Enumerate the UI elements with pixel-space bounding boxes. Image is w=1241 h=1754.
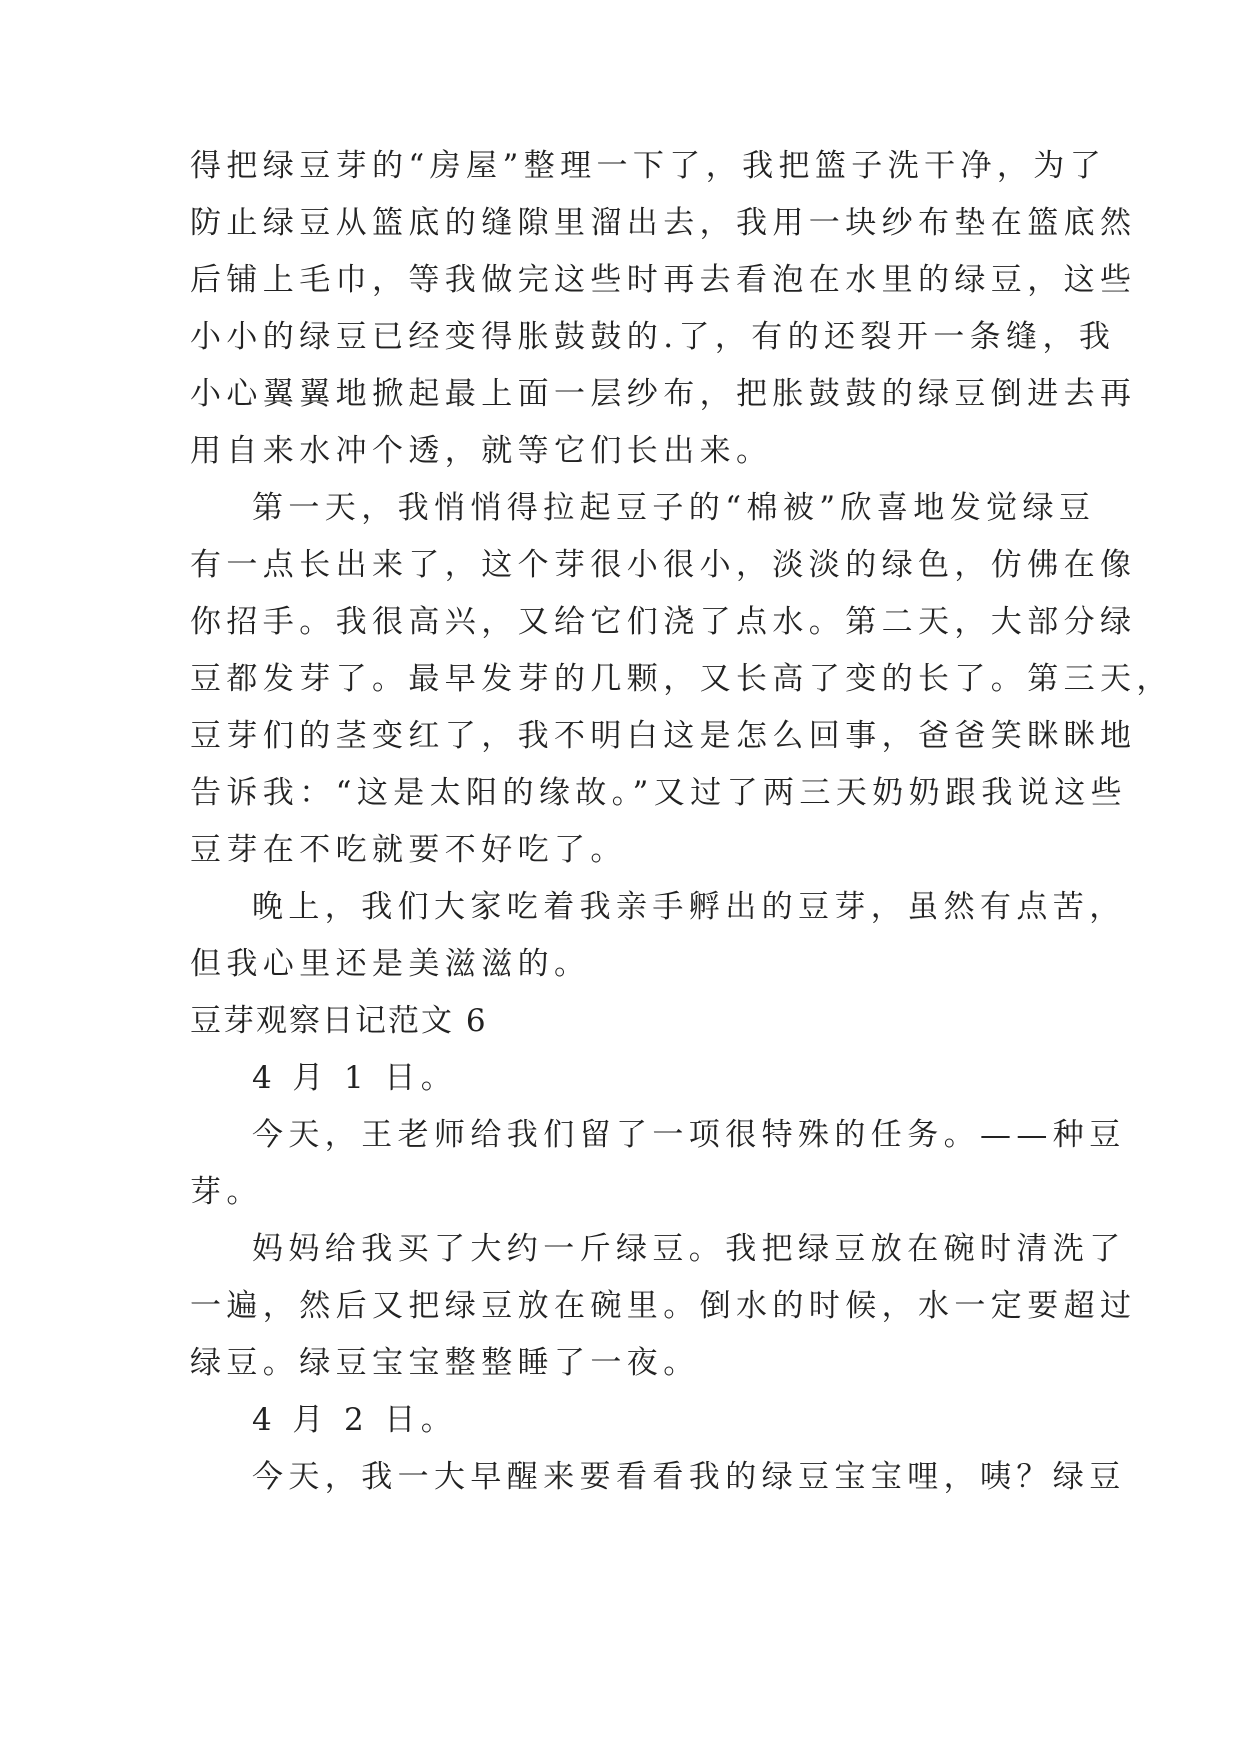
section-heading: 豆芽观察日记范文 6 bbox=[190, 1003, 488, 1039]
date-line: 4 月 1 日。 bbox=[252, 1060, 458, 1096]
body-text-line: 但我心里还是美滋滋的。 bbox=[190, 946, 591, 982]
body-text-line: 绿豆。绿豆宝宝整整睡了一夜。 bbox=[190, 1345, 700, 1381]
body-text-line: 芽。 bbox=[190, 1174, 263, 1210]
body-text-line: 你招手。我很高兴，又给它们浇了点水。第二天，大部分绿 bbox=[190, 604, 1137, 640]
body-text-line: 得把绿豆芽的“房屋”整理一下了，我把篮子洗干净，为了 bbox=[190, 148, 1107, 184]
body-text-line: 小心翼翼地掀起最上面一层纱布，把胀鼓鼓的绿豆倒进去再 bbox=[190, 376, 1137, 412]
body-text-line: 今天，我一大早醒来要看看我的绿豆宝宝哩，咦？绿豆 bbox=[252, 1459, 1126, 1495]
body-text-line: 用自来水冲个透，就等它们长出来。 bbox=[190, 433, 773, 469]
body-text-line: 第一天，我悄悄得拉起豆子的“棉被”欣喜地发觉绿豆 bbox=[252, 490, 1096, 526]
date-line: 4 月 2 日。 bbox=[252, 1402, 458, 1438]
body-text-line: 一遍，然后又把绿豆放在碗里。倒水的时候，水一定要超过 bbox=[190, 1288, 1137, 1324]
body-text-line: 妈妈给我买了大约一斤绿豆。我把绿豆放在碗时清洗了 bbox=[252, 1231, 1126, 1267]
body-text-line: 有一点长出来了，这个芽很小很小，淡淡的绿色，仿佛在像 bbox=[190, 547, 1137, 583]
body-text-line: 豆都发芽了。最早发芽的几颗，又长高了变的长了。第三天， bbox=[190, 661, 1173, 697]
body-text-line: 小小的绿豆已经变得胀鼓鼓的.了，有的还裂开一条缝，我 bbox=[190, 319, 1116, 355]
body-text-line: 豆芽们的茎变红了，我不明白这是怎么回事，爸爸笑眯眯地 bbox=[190, 718, 1137, 754]
body-text-line: 晚上，我们大家吃着我亲手孵出的豆芽，虽然有点苦， bbox=[252, 889, 1126, 925]
body-text-line: 豆芽在不吃就要不好吃了。 bbox=[190, 832, 627, 868]
body-text-line: 后铺上毛巾，等我做完这些时再去看泡在水里的绿豆，这些 bbox=[190, 262, 1137, 298]
body-text-line: 今天，王老师给我们留了一项很特殊的任务。——种豆 bbox=[252, 1117, 1126, 1153]
body-text-line: 告诉我：“这是太阳的缘故。”又过了两三天奶奶跟我说这些 bbox=[190, 775, 1127, 811]
body-text-line: 防止绿豆从篮底的缝隙里溜出去，我用一块纱布垫在篮底然 bbox=[190, 205, 1137, 241]
